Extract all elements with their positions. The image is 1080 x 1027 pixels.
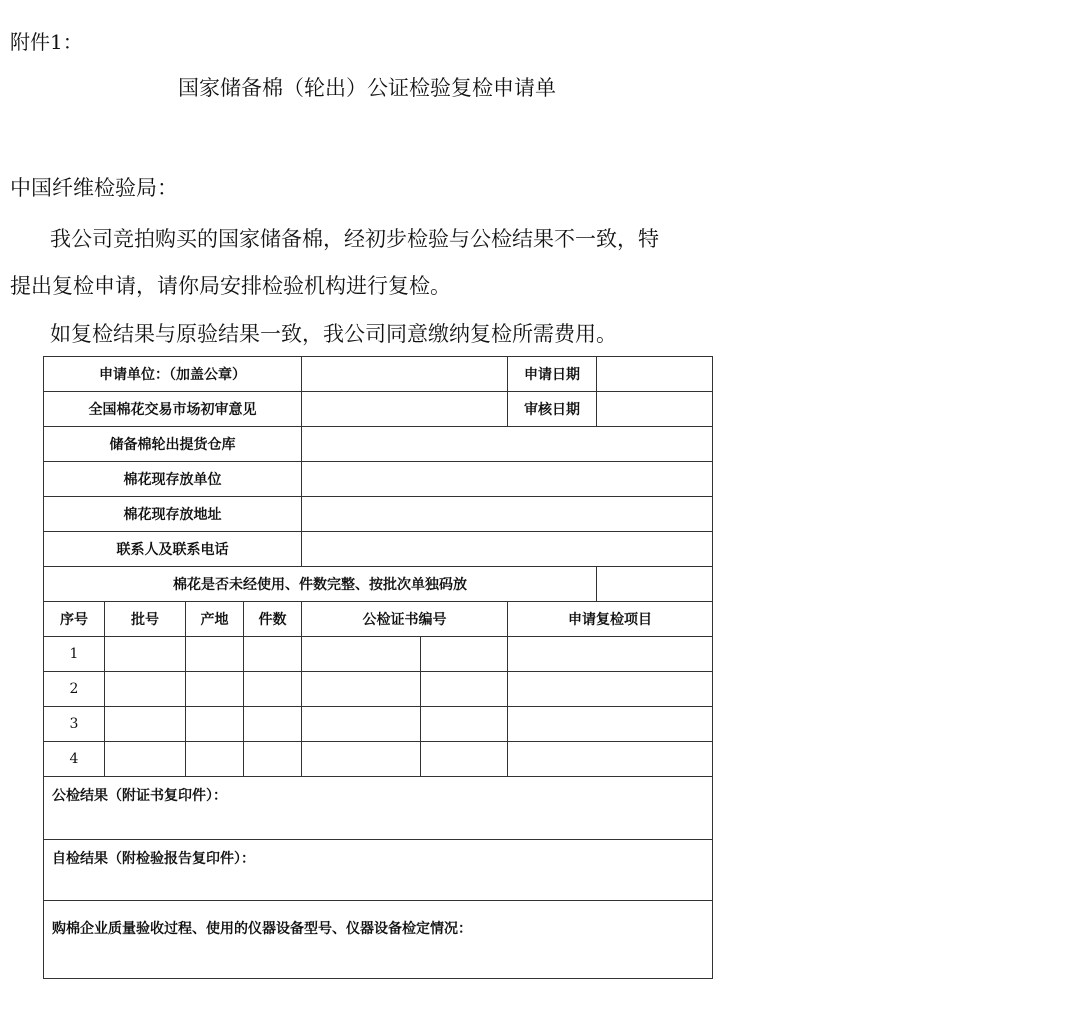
table-row (44, 742, 713, 777)
batch-cell[interactable] (105, 707, 186, 742)
issue-date-cell[interactable] (421, 742, 508, 777)
origin-cell[interactable] (186, 742, 244, 777)
certificate-cell[interactable] (302, 707, 421, 742)
storage-address-label: 棉花现存放地址 (44, 497, 302, 532)
form-row-market-opinion (44, 392, 713, 427)
table-row (44, 637, 713, 672)
batch-cell[interactable] (105, 637, 186, 672)
form-row-self-result (44, 840, 713, 901)
applicant-field[interactable] (302, 357, 508, 392)
form-row-public-result (44, 777, 713, 840)
process-field[interactable] (44, 901, 713, 979)
public-result-label: 公检结果（附证书复印件）： (52, 788, 227, 804)
table-row (44, 672, 713, 707)
table-row (44, 707, 713, 742)
count-cell[interactable] (244, 742, 302, 777)
self-result-label: 自检结果（附检验报告复印件）： (52, 851, 255, 867)
column-header: 公检证书编号 (302, 602, 508, 637)
form-row-storage-unit (44, 462, 713, 497)
table-header-row (44, 602, 713, 637)
column-header: 申请复检项目 (508, 602, 713, 637)
certificate-cell[interactable] (302, 637, 421, 672)
row-number: 4 (44, 742, 105, 777)
origin-cell[interactable] (186, 672, 244, 707)
unused-field[interactable] (597, 567, 713, 602)
recheck-items-cell[interactable] (508, 707, 713, 742)
warehouse-field[interactable] (302, 427, 713, 462)
batch-cell[interactable] (105, 742, 186, 777)
column-header: 序号 (44, 602, 105, 637)
origin-cell[interactable] (186, 637, 244, 672)
body-paragraph-line-1: 我公司竞拍购买的国家储备棉，经初步检验与公检结果不一致，特 (50, 227, 659, 251)
recheck-items-cell[interactable] (508, 672, 713, 707)
unused-label: 棉花是否未经使用、件数完整、按批次单独码放 (44, 567, 597, 602)
form-row-process (44, 901, 713, 979)
column-header: 产地 (186, 602, 244, 637)
storage-address-field[interactable] (302, 497, 713, 532)
certificate-cell[interactable] (302, 672, 421, 707)
count-cell[interactable] (244, 707, 302, 742)
market-opinion-field[interactable] (302, 392, 508, 427)
addressee: 中国纤维检验局： (10, 176, 178, 200)
origin-cell[interactable] (186, 707, 244, 742)
self-result-field[interactable] (44, 840, 713, 901)
row-number: 1 (44, 637, 105, 672)
form-row-storage-address (44, 497, 713, 532)
issue-date-cell[interactable] (421, 707, 508, 742)
column-header: 批号 (105, 602, 186, 637)
issue-date-cell[interactable] (421, 637, 508, 672)
application-form-table (43, 356, 713, 979)
storage-unit-label: 棉花现存放单位 (44, 462, 302, 497)
issue-date-cell[interactable] (421, 672, 508, 707)
public-result-field[interactable] (44, 777, 713, 840)
count-cell[interactable] (244, 637, 302, 672)
process-label: 购棉企业质量验收过程、使用的仪器设备型号、仪器设备检定情况： (52, 921, 472, 937)
form-row-contact (44, 532, 713, 567)
page-title: 国家储备棉（轮出）公证检验复检申请单 (178, 76, 556, 100)
apply-date-field[interactable] (597, 357, 713, 392)
recheck-items-cell[interactable] (508, 742, 713, 777)
count-cell[interactable] (244, 672, 302, 707)
applicant-label: 申请单位：（加盖公章） (44, 357, 302, 392)
review-date-field[interactable] (597, 392, 713, 427)
form-row-unused (44, 567, 713, 602)
column-header: 件数 (244, 602, 302, 637)
row-number: 3 (44, 707, 105, 742)
form-row-warehouse (44, 427, 713, 462)
contact-field[interactable] (302, 532, 713, 567)
contact-label: 联系人及联系电话 (44, 532, 302, 567)
warehouse-label: 储备棉轮出提货仓库 (44, 427, 302, 462)
storage-unit-field[interactable] (302, 462, 713, 497)
market-opinion-label: 全国棉花交易市场初审意见 (44, 392, 302, 427)
body-paragraph-line-3: 如复检结果与原验结果一致，我公司同意缴纳复检所需费用。 (50, 322, 617, 346)
recheck-items-cell[interactable] (508, 637, 713, 672)
row-number: 2 (44, 672, 105, 707)
attachment-label: 附件1： (10, 30, 83, 54)
apply-date-label: 申请日期 (508, 357, 597, 392)
batch-cell[interactable] (105, 672, 186, 707)
review-date-label: 审核日期 (508, 392, 597, 427)
body-paragraph-line-2: 提出复检申请，请你局安排检验机构进行复检。 (10, 274, 451, 298)
certificate-cell[interactable] (302, 742, 421, 777)
form-row-applicant (44, 357, 713, 392)
